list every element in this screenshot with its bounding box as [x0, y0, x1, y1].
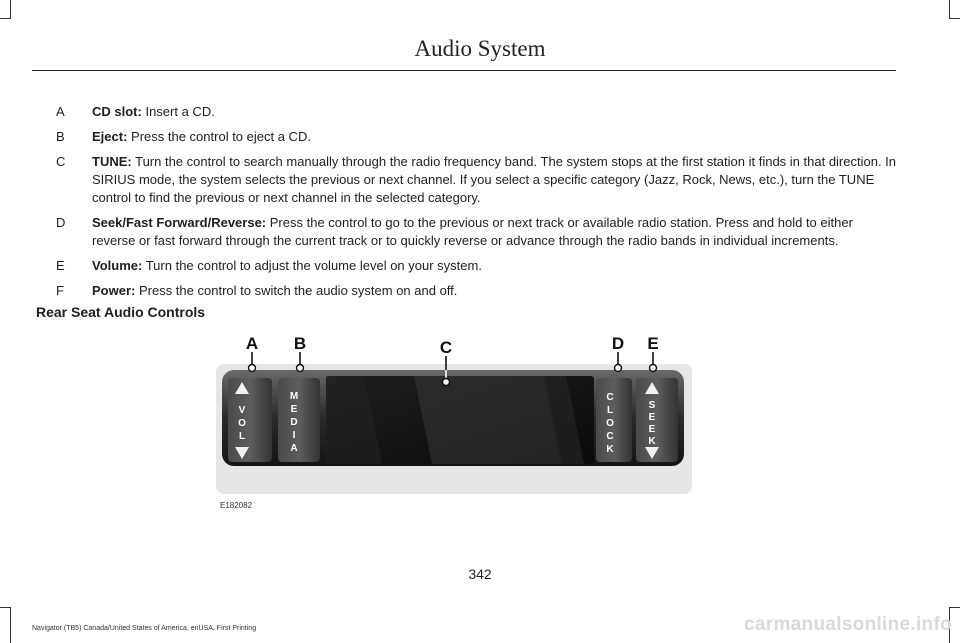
media-button	[278, 378, 320, 462]
media-label-letter: E	[290, 404, 298, 415]
item-description: Press the control to eject a CD.	[131, 129, 311, 144]
callout-label-e: E	[647, 334, 659, 353]
callout-label-a: A	[245, 334, 259, 353]
list-item	[56, 103, 896, 121]
media-label-letter: D	[290, 417, 298, 428]
item-letter: F	[56, 283, 64, 298]
media-label-letter: I	[292, 430, 296, 441]
crop-mark	[0, 607, 11, 608]
callout-dot-e	[650, 365, 657, 372]
callout-dot-a	[249, 365, 256, 372]
control-list	[56, 103, 896, 307]
list-item	[56, 128, 896, 146]
rear-audio-illustration	[214, 330, 694, 502]
item-letter: D	[56, 215, 66, 230]
seek-label-letter: E	[648, 412, 656, 423]
item-term: TUNE:	[92, 154, 132, 169]
crop-mark	[0, 18, 11, 19]
page-number: 342	[468, 566, 492, 582]
callout-dot-b	[297, 365, 304, 372]
item-description: Press the control to switch the audio system on and off.	[138, 283, 458, 298]
seek-label-letter: E	[648, 424, 656, 435]
item-term: Eject:	[92, 129, 128, 144]
item-letter: A	[56, 104, 65, 119]
item-description: Turn the control to search manually through the radio frequency band. The system stops at the first station it finds in that direction. In SIRIUS mode, the system selects the previous or next channel. If you select a specific category (Jazz, Rock, News, etc.), turn the TUNE control to find the previous or next channel in the selected category.	[92, 154, 897, 205]
vol-label-letter: V	[238, 405, 246, 416]
callout-label-d: D	[611, 334, 625, 353]
item-text	[92, 128, 896, 146]
callout-label-b: B	[293, 334, 307, 353]
crop-mark	[949, 0, 950, 18]
footer-text: Navigator (TB5) Canada/United States of America, enUSA, First Printing	[32, 625, 257, 632]
callout-dot-c	[443, 379, 450, 386]
title-divider	[32, 70, 896, 71]
clock-label-letter: C	[606, 392, 614, 403]
seek-label-letter: K	[648, 436, 656, 447]
list-item	[56, 282, 896, 300]
item-letter: C	[56, 154, 66, 169]
watermark: carmanualsonline.info	[744, 614, 952, 635]
item-term: Seek/Fast Forward/Reverse:	[92, 215, 267, 230]
item-description: Insert a CD.	[145, 104, 215, 119]
item-text	[92, 282, 896, 300]
vol-label-letter: O	[238, 418, 246, 429]
screen-glare	[414, 376, 562, 464]
item-term: CD slot:	[92, 104, 142, 119]
item-text	[92, 103, 896, 121]
vol-label-letter: L	[238, 431, 246, 442]
page-title: Audio System	[414, 36, 546, 61]
list-item	[56, 257, 896, 275]
crop-mark	[949, 18, 960, 19]
clock-label-letter: O	[606, 418, 614, 429]
item-letter: E	[56, 258, 65, 273]
crop-mark	[949, 607, 960, 608]
clock-button	[596, 378, 632, 462]
item-text	[92, 257, 896, 275]
clock-label-letter: K	[606, 444, 614, 455]
media-label-letter: A	[290, 443, 298, 454]
list-item	[56, 214, 896, 250]
list-item	[56, 153, 896, 207]
item-term: Power:	[92, 283, 136, 298]
item-text	[92, 214, 896, 250]
figure-id: E182082	[220, 501, 253, 510]
seek-label-letter: S	[648, 400, 656, 411]
callout-dot-d	[615, 365, 622, 372]
section-heading: Rear Seat Audio Controls	[36, 304, 206, 320]
item-text	[92, 153, 896, 207]
crop-mark	[10, 607, 11, 643]
item-letter: B	[56, 129, 65, 144]
callout-label-c: C	[439, 338, 453, 357]
rear-audio-figure	[214, 330, 694, 502]
clock-label-letter: L	[606, 405, 614, 416]
item-description: Press the control to go to the previous or next track or available radio station. Press and hold to either reverse or fast forward through the current track or to quickly reverse or advance through the radio bands in individual increments.	[92, 215, 853, 248]
clock-label-letter: C	[606, 431, 614, 442]
vol-button	[228, 378, 272, 462]
crop-mark	[10, 0, 11, 18]
media-label-letter: M	[289, 391, 299, 402]
item-term: Volume:	[92, 258, 143, 273]
item-description: Turn the control to adjust the volume level on your system.	[145, 258, 482, 273]
